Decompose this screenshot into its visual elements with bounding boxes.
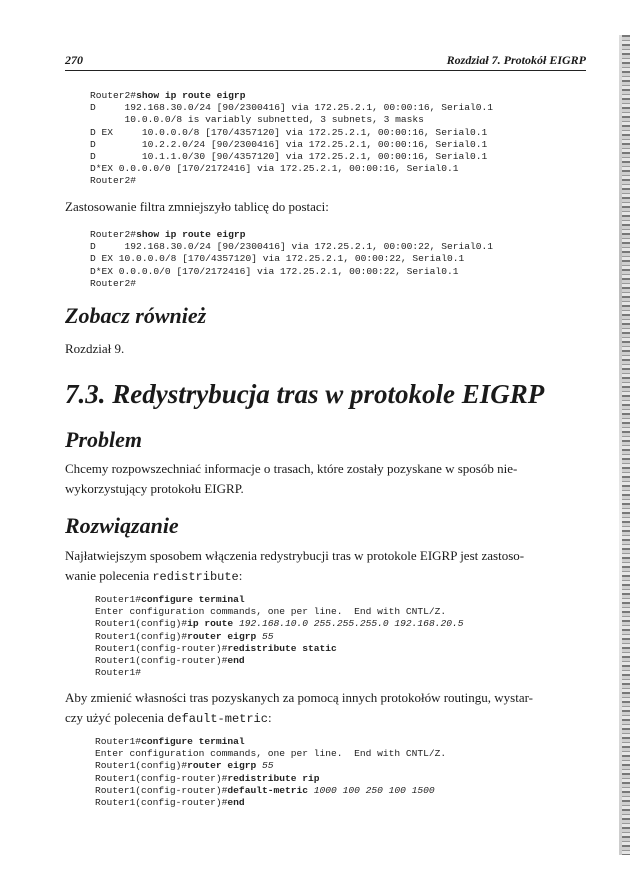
solution-heading: Rozwiązanie [65, 513, 179, 538]
code-line: Router1#configure terminal [95, 736, 245, 747]
code-line: Router1(config)#router eigrp 55 [95, 630, 274, 642]
code-line: Router1# [95, 667, 142, 679]
page-edge-scan-artifact [622, 35, 630, 855]
see-also-heading: Zobacz również [65, 303, 207, 328]
code-line: D EX 10.0.0.0/8 [170/4357120] via 172.25.2.1, 00:00:22, Serial0.1 [90, 253, 465, 265]
solution-text: Najłatwiejszym sposobem włączenia redystrybucji tras w protokole EIGRP jest zastoso- wanie polecenia redistribute: [65, 548, 525, 584]
see-also-text: Rozdział 9. [65, 341, 125, 356]
code-line: Router1(config)#router eigrp 55 [95, 760, 274, 772]
page-edge-shadow [619, 35, 622, 855]
code-block-route-table-full [90, 90, 493, 188]
problem-text: Chcemy rozpowszechniać informacje o trasach, które zostały pozyskane w sposób nie- wykorzystujący protokołu EIGRP. [65, 461, 518, 496]
problem-heading: Problem [65, 427, 142, 452]
code-line: Router1#configure terminal [95, 594, 245, 605]
code-line: 10.0.0.0/8 is variably subnetted, 3 subnets, 3 masks [90, 114, 424, 126]
code-line: Router2#show ip route eigrp [90, 229, 246, 240]
code-line: Router1(config)#ip route 192.168.10.0 255.255.255.0 192.168.20.5 [95, 618, 464, 630]
section-title: 7.3. Redystrybucja tras w protokole EIGRP [65, 379, 545, 409]
code-line: Enter configuration commands, one per line. End with CNTL/Z. [95, 748, 447, 760]
code-line: Router1(config-router)#default-metric 1000 100 250 100 1500 [95, 784, 435, 796]
running-header [65, 52, 586, 71]
paragraph-filter: Zastosowanie filtra zmniejszyło tablicę do postaci: [65, 199, 329, 214]
code-line: D*EX 0.0.0.0/0 [170/2172416] via 172.25.2.1, 00:00:16, Serial0.1 [90, 163, 459, 175]
chapter-title: Rozdział 7. Protokół EIGRP [446, 53, 586, 67]
code-block-default-metric [95, 736, 446, 809]
code-block-redistribute [95, 594, 463, 679]
code-line: Router1(config-router)#end [95, 655, 245, 667]
page-number: 270 [65, 53, 83, 67]
code-line: Router2# [90, 277, 137, 289]
code-line: Router1(config-router)#redistribute rip [95, 772, 320, 784]
code-line: D 10.2.2.0/24 [90/2300416] via 172.25.2.1, 00:00:16, Serial0.1 [90, 138, 488, 150]
code-line: Router1(config-router)#redistribute static [95, 642, 337, 654]
code-line: Router2# [90, 175, 137, 187]
code-line: D 192.168.30.0/24 [90/2300416] via 172.25.2.1, 00:00:22, Serial0.1 [90, 241, 494, 253]
code-line: Router1(config-router)#end [95, 797, 245, 809]
code-line: D 192.168.30.0/24 [90/2300416] via 172.25.2.1, 00:00:16, Serial0.1 [90, 102, 494, 114]
code-line: Enter configuration commands, one per line. End with CNTL/Z. [95, 606, 447, 618]
paragraph-default-metric: Aby zmienić własności tras pozyskanych za pomocą innych protokołów routingu, wystar- czy użyć polecenia default-metric: [65, 690, 533, 726]
code-line: D 10.1.1.0/30 [90/4357120] via 172.25.2.1, 00:00:16, Serial0.1 [90, 151, 488, 163]
code-line: Router2#show ip route eigrp [90, 90, 246, 101]
code-block-route-table-filtered [90, 229, 493, 290]
code-line: D EX 10.0.0.0/8 [170/4357120] via 172.25.2.1, 00:00:16, Serial0.1 [90, 126, 488, 138]
code-line: D*EX 0.0.0.0/0 [170/2172416] via 172.25.2.1, 00:00:22, Serial0.1 [90, 265, 459, 277]
